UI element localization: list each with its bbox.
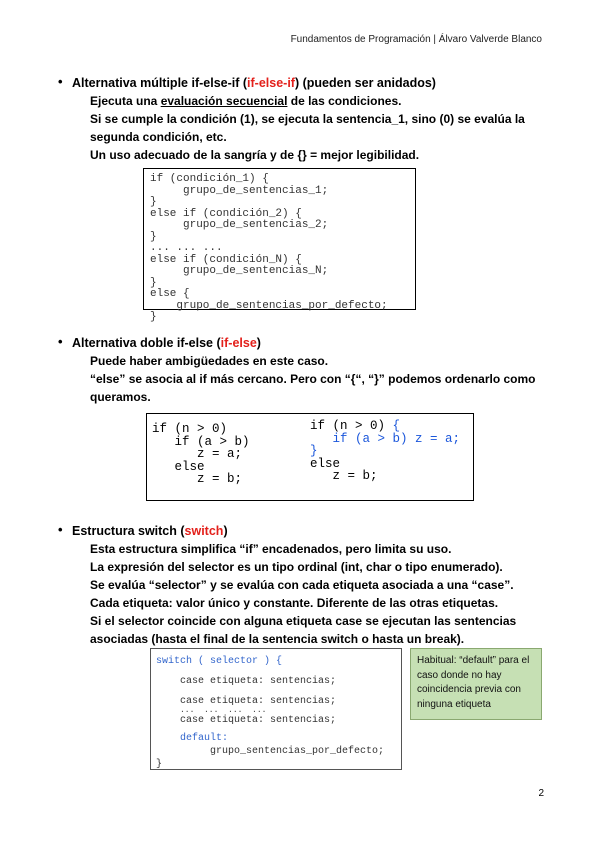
paragraph-line: Un uso adecuado de la sangría y de {} = mejor legibilidad. <box>90 148 420 162</box>
code-box-switch <box>150 648 402 770</box>
section-if-else <box>58 334 542 406</box>
code-line: else z = b; <box>310 456 378 483</box>
paragraph-line: Si se cumple la condición (1), se ejecuta la sentencia_1, sino (0) se evalúa la <box>90 112 525 126</box>
code-line: grupo_sentencias_por_defecto; <box>156 746 385 757</box>
code-line: } <box>310 444 318 458</box>
note-callout: Habitual: “default” para el caso donde no hay coincidencia previa con ninguna etiqueta <box>410 648 542 720</box>
code-block-left: if (n > 0) if (a > b) z = a; else z = b; <box>152 422 250 486</box>
paragraph-line: Ejecuta una evaluación secuencial de las condiciones. <box>90 94 402 108</box>
paragraph-line: asociadas (hasta el final de la sentencia switch o hasta un break). <box>90 632 465 646</box>
bullet-icon: • <box>58 74 63 89</box>
code-line: case etiqueta: sentencias; <box>156 696 337 707</box>
bullet-icon: • <box>58 334 63 349</box>
code-line: if (a > b) z = a; <box>310 431 461 446</box>
paragraph-line: segunda condición, etc. <box>90 130 227 144</box>
section-title: Alternativa doble if-else (if-else) <box>72 336 261 350</box>
paragraph-line: “else” se asocia al if más cercano. Pero con “{“, “}” podemos ordenarlo como <box>90 372 536 386</box>
paragraph-line: Se evalúa “selector” y se evalúa con cada etiqueta asociada a una “case”. <box>90 578 514 592</box>
paragraph-line: Esta estructura simplifica “if” encadenados, pero limita su uso. <box>90 542 452 556</box>
section-switch <box>58 522 542 648</box>
paragraph-line: Puede haber ambigüedades en este caso. <box>90 354 329 368</box>
bullet-icon: • <box>58 522 63 537</box>
page-header: Fundamentos de Programación | Álvaro Valverde Blanco <box>290 34 542 45</box>
code-line: switch ( selector ) { <box>156 656 283 667</box>
page-number: 2 <box>538 788 544 799</box>
paragraph-line: Si el selector coincide con alguna etiqueta case se ejecutan las sentencias <box>90 614 517 628</box>
code-box-if-else <box>146 413 474 501</box>
section-title: Estructura switch (switch) <box>72 524 228 538</box>
code-box-if-else-if <box>143 168 416 323</box>
section-if-else-if <box>58 74 542 164</box>
code-line: ... ... ... ... <box>156 706 267 715</box>
code-line: case etiqueta: sentencias; <box>156 715 337 726</box>
paragraph-line: queramos. <box>90 390 151 404</box>
code-line: if (n > 0) { <box>310 419 401 433</box>
code-line: default: <box>156 733 229 744</box>
code-line: case etiqueta: sentencias; <box>156 676 337 687</box>
code-block: if (condición_1) { grupo_de_sentencias_1; } else if (condición_2) { grupo_de_sentencias_2; } ... ... ... else if (condición_N) { grupo_de_sentencias_N; } else { grupo_de_sentencias_por_defecto; } <box>150 173 388 323</box>
paragraph-line: La expresión del selector es un tipo ordinal (int, char o tipo enumerado). <box>90 560 503 574</box>
code-line: } <box>156 759 163 770</box>
section-title: Alternativa múltiple if-else-if (if-else-if) (pueden ser anidados) <box>72 76 436 90</box>
code-block-right <box>310 420 460 483</box>
paragraph-line: Cada etiqueta: valor único y constante. Diferente de las otras etiquetas. <box>90 596 499 610</box>
